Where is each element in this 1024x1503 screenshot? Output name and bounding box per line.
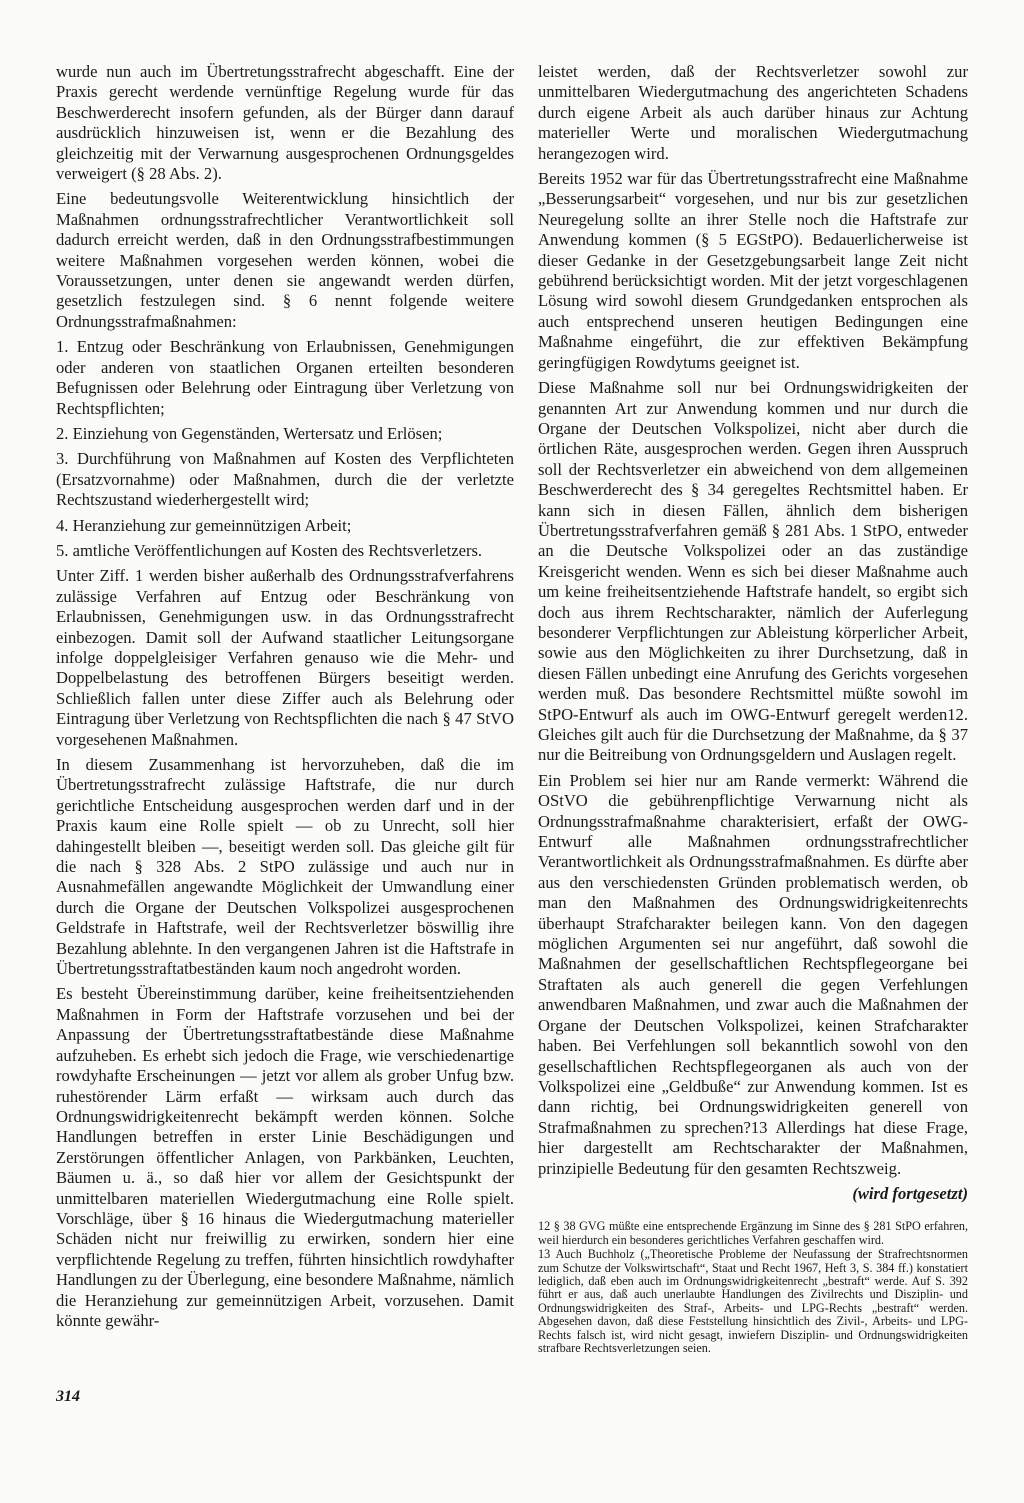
- continued-note: (wird fortgesetzt): [852, 1183, 968, 1203]
- paragraph: Bereits 1952 war für das Übertretungsstrafrecht eine Maßnahme „Besserungsarbeit“ vorgesehen, und nur bis zur gesetzlichen Neuregelung sollte an ihrer Stelle noch die Haftstrafe zur Anwendung kommen (§ 5 EGStPO). Bedauerlicherweise ist dieser Gedanke in der Gesetzgebungsarbeit lange Zeit nicht gebührend berücksichtigt worden. Mit der jetzt vorgeschlagenen Lösung wird sowohl diesem Grundgedanken entsprochen als auch entsprechend unseren heutigen Bedingungen eine Maßnahme eingeführt, die zur effektiven Bekämpfung geringfügigen Rowdytums geeignet ist.: [538, 169, 968, 372]
- paragraph: Unter Ziff. 1 werden bisher außerhalb des Ordnungsstrafverfahrens zulässige Verfahren auf Entzug oder Beschränkung von Erlaubnissen, Genehmigungen usw. in das Ordnungsstrafrecht einbezogen. Damit soll der Aufwand staatlicher Leitungsorgane infolge doppelgleisiger Verfahren genauso wie die Mehr- und Doppelbelastung des betroffenen Bürgers beseitigt werden. Schließlich fallen unter diese Ziffer auch als Belehrung oder Eintragung über Verletzung von Rechtspflichten die nach § 47 StVO vorgesehenen Maßnahmen.: [56, 566, 514, 749]
- page-number: 314: [56, 1388, 80, 1405]
- paragraph: Diese Maßnahme soll nur bei Ordnungswidrigkeiten der genannten Art zur Anwendung kommen und nur durch die Organe der Deutschen Volkspolizei, nicht aber durch die örtlichen Räte, ausgesprochen werden. Gegen ihren Ausspruch soll der Rechtsverletzer ein abweichend von dem allgemeinen Beschwerderecht des § 34 geregeltes Rechtsmittel haben. Er kann sich in diesen Fällen, ähnlich dem bisherigen Übertretungsstrafverfahren gemäß § 281 Abs. 1 StPO, entweder an die Deutsche Volkspolizei oder an das zuständige Kreisgericht wenden. Wenn es sich bei dieser Maßnahme auch um keine freiheitsentziehende Haftstrafe handelt, so ergibt sich doch aus ihrem Rechtscharakter, nämlich der Auferlegung besonderer Verpflichtungen zur Ableistung körperlicher Arbeit, sowie aus den Möglichkeiten zu ihrer Durchsetzung, daß in diesen Fällen unbedingt eine Anrufung des Gerichts vorgesehen werden muß. Das besondere Rechtsmittel müßte sowohl im StPO-Entwurf als auch im OWG-Entwurf geregelt werden12. Gleiches gilt auch für die Durchsetzung der Maßnahme, da § 37 nur die Beitreibung von Ordnungsgeldern und Auslagen regelt.: [538, 378, 968, 765]
- left-column: [56, 62, 514, 1336]
- footnotes: [538, 1220, 968, 1355]
- right-column: [538, 62, 968, 1356]
- list-item: 2. Einziehung von Gegenständen, Wertersatz und Erlösen;: [56, 423, 443, 443]
- list-item: 1. Entzug oder Beschränkung von Erlaubnissen, Genehmigungen oder anderen von staatlichen Organen erteilten besonderen Befugnissen oder Belehrung oder Eintragung über Verletzung von Rechtspflichten;: [56, 337, 514, 418]
- paragraph: Es besteht Übereinstimmung darüber, keine freiheitsentziehenden Maßnahmen in Form der Haftstrafe vorzusehen und bei der Anpassung der Übertretungsstraftatbestände diese Maßnahme aufzuheben. Es erhebt sich jedoch die Frage, wie verschiedenartige rowdyhafte Erscheinungen — jetzt vor allem als grober Unfug bzw. ruhestörender Lärm erfaßt — wirksam auch durch das Ordnungswidrigkeitenrecht bekämpft werden können. Solche Handlungen betreffen in erster Linie Beschädigungen und Zerstörungen öffentlicher Anlagen, von Parkbänken, Leuchten, Bäumen u. ä., so daß hier vor allem der Gesichtspunkt der unmittelbaren materiellen Wiedergutmachung eine Rolle spielt. Vorschläge, über § 16 hinaus die Wiedergutmachung materieller Schäden nicht nur freiwillig zu erwirken, sondern hier eine verpflichtende Regelung zu treffen, führten hinsichtlich rowdyhafter Handlungen zu der Überlegung, eine besondere Maßnahme, nämlich die Heranziehung zur gemeinnützigen Arbeit, vorzusehen. Damit könnte gewähr-: [56, 984, 514, 1330]
- paragraph: In diesem Zusammenhang ist hervorzuheben, daß die im Übertretungsstrafrecht zulässige Haftstrafe, die nur durch gerichtliche Entscheidung ausgesprochen werden darf und in der Praxis kaum eine Rolle spielt — ob zu Unrecht, soll hier dahingestellt bleiben —, beseitigt werden soll. Das gleiche gilt für die nach § 328 Abs. 2 StPO zulässige und auch nur in Ausnahmefällen angewandte Möglichkeit der Umwandlung einer durch die Organe der Deutschen Volkspolizei ausgesprochenen Geldstrafe in Haftstrafe, weil der Rechtsverletzer böswillig ihre Bezahlung ablehnte. In den vergangenen Jahren ist die Haftstrafe in Übertretungsstraftatbeständen kaum noch angedroht worden.: [56, 755, 514, 979]
- paragraph: leistet werden, daß der Rechtsverletzer sowohl zur unmittelbaren Wiedergutmachung des angerichteten Schadens durch eigene Arbeit als auch darüber hinaus zur Achtung materieller Werte und moralischen Wiedergutmachung herangezogen wird.: [538, 62, 968, 163]
- paragraph: Ein Problem sei hier nur am Rande vermerkt: Während die OStVO die gebührenpflichtige Verwarnung nicht als Ordnungsstrafmaßnahme charakterisiert, erfaßt der OWG-Entwurf alle Maßnahmen ordnungsstrafrechtlicher Verantwortlichkeit als Ordnungsstrafmaßnahmen. Es dürfte aber aus den verschiedensten Gründen problematisch werden, ob man den Maßnahmen des Ordnungswidrigkeitenrechts überhaupt Strafcharakter beilegen kann. Von den dagegen möglichen Argumenten sei nur angeführt, daß sowohl die Maßnahmen der gesellschaftlichen Rechtspflegeorgane bei Straftaten als auch generell die gegen Verfehlungen anwendbaren Maßnahmen, und zwar auch die Maßnahmen der Organe der Deutschen Volkspolizei, keinen Strafcharakter haben. Bei Verfehlungen soll bekanntlich sowohl von den gesellschaftlichen Rechtspflegeorganen als auch von der Volkspolizei eine „Geldbuße“ zur Anwendung kommen. Ist es dann richtig, bei Ordnungswidrigkeiten generell von Strafmaßnahmen zu sprechen?13 Allerdings hat diese Frage, hier dargestellt am Rechtscharakter der Maßnahmen, prinzipielle Bedeutung für den gesamten Rechtszweig.: [538, 770, 968, 1178]
- list-item: 5. amtliche Veröffentlichungen auf Kosten des Rechtsverletzers.: [56, 540, 483, 560]
- list-item: 3. Durchführung von Maßnahmen auf Kosten des Verpflichteten (Ersatzvornahme) oder Maßnahmen, durch die der verletzte Rechtszustand wiederhergestellt wird;: [56, 449, 514, 510]
- footnote: 13 Auch Buchholz („Theoretische Probleme der Neufassung der Strafrechtsnormen zum Schutze der Volkswirtschaft“, Staat und Recht 1967, Heft 3, S. 384 ff.) konstatiert lediglich, daß eben auch im Ordnungswidrigkeitenrecht „bestraft“ werde. Auf S. 392 führt er aus, daß auch unerlaubte Handlungen des Zivilrechts und Disziplin- und Ordnungswidrigkeiten des Straf-, Arbeits- und LPG-Rechts „bestraft“ werden. Abgesehen davon, daß diese Feststellung hinsichtlich des Zivil-, Arbeits- und LPG-Rechts falsch ist, wird nicht gesagt, inwiefern Disziplin- und Ordnungswidrigkeiten strafbare Rechtsverletzungen seien.: [538, 1247, 968, 1355]
- paragraph: wurde nun auch im Übertretungsstrafrecht abgeschafft. Eine der Praxis gerecht werdende vernünftige Regelung wurde für das Beschwerderecht insofern gefunden, als der Bürger dann darauf ausdrücklich hinzuweisen ist, wenn er die Bezahlung des gleichzeitig mit der Verwarnung ausgesprochenen Ordnungsgeldes verweigert (§ 28 Abs. 2).: [56, 62, 514, 184]
- paragraph: Eine bedeutungsvolle Weiterentwicklung hinsichtlich der Maßnahmen ordnungsstrafrechtlicher Verantwortlichkeit soll dadurch erreicht werden, daß in den Ordnungsstrafbestimmungen weitere Maßnahmen vorgesehen werden können, wobei die Voraussetzungen, unter denen sie angewandt werden dürfen, gesetzlich festzulegen sind. § 6 nennt folgende weitere Ordnungsstrafmaßnahmen:: [56, 189, 514, 331]
- list-item: 4. Heranziehung zur gemeinnützigen Arbeit;: [56, 515, 352, 535]
- footnote: 12 § 38 GVG müßte eine entsprechende Ergänzung im Sinne des § 281 StPO erfahren, weil hierdurch ein besonderes gerichtliches Verfahren geschaffen wird.: [538, 1219, 968, 1247]
